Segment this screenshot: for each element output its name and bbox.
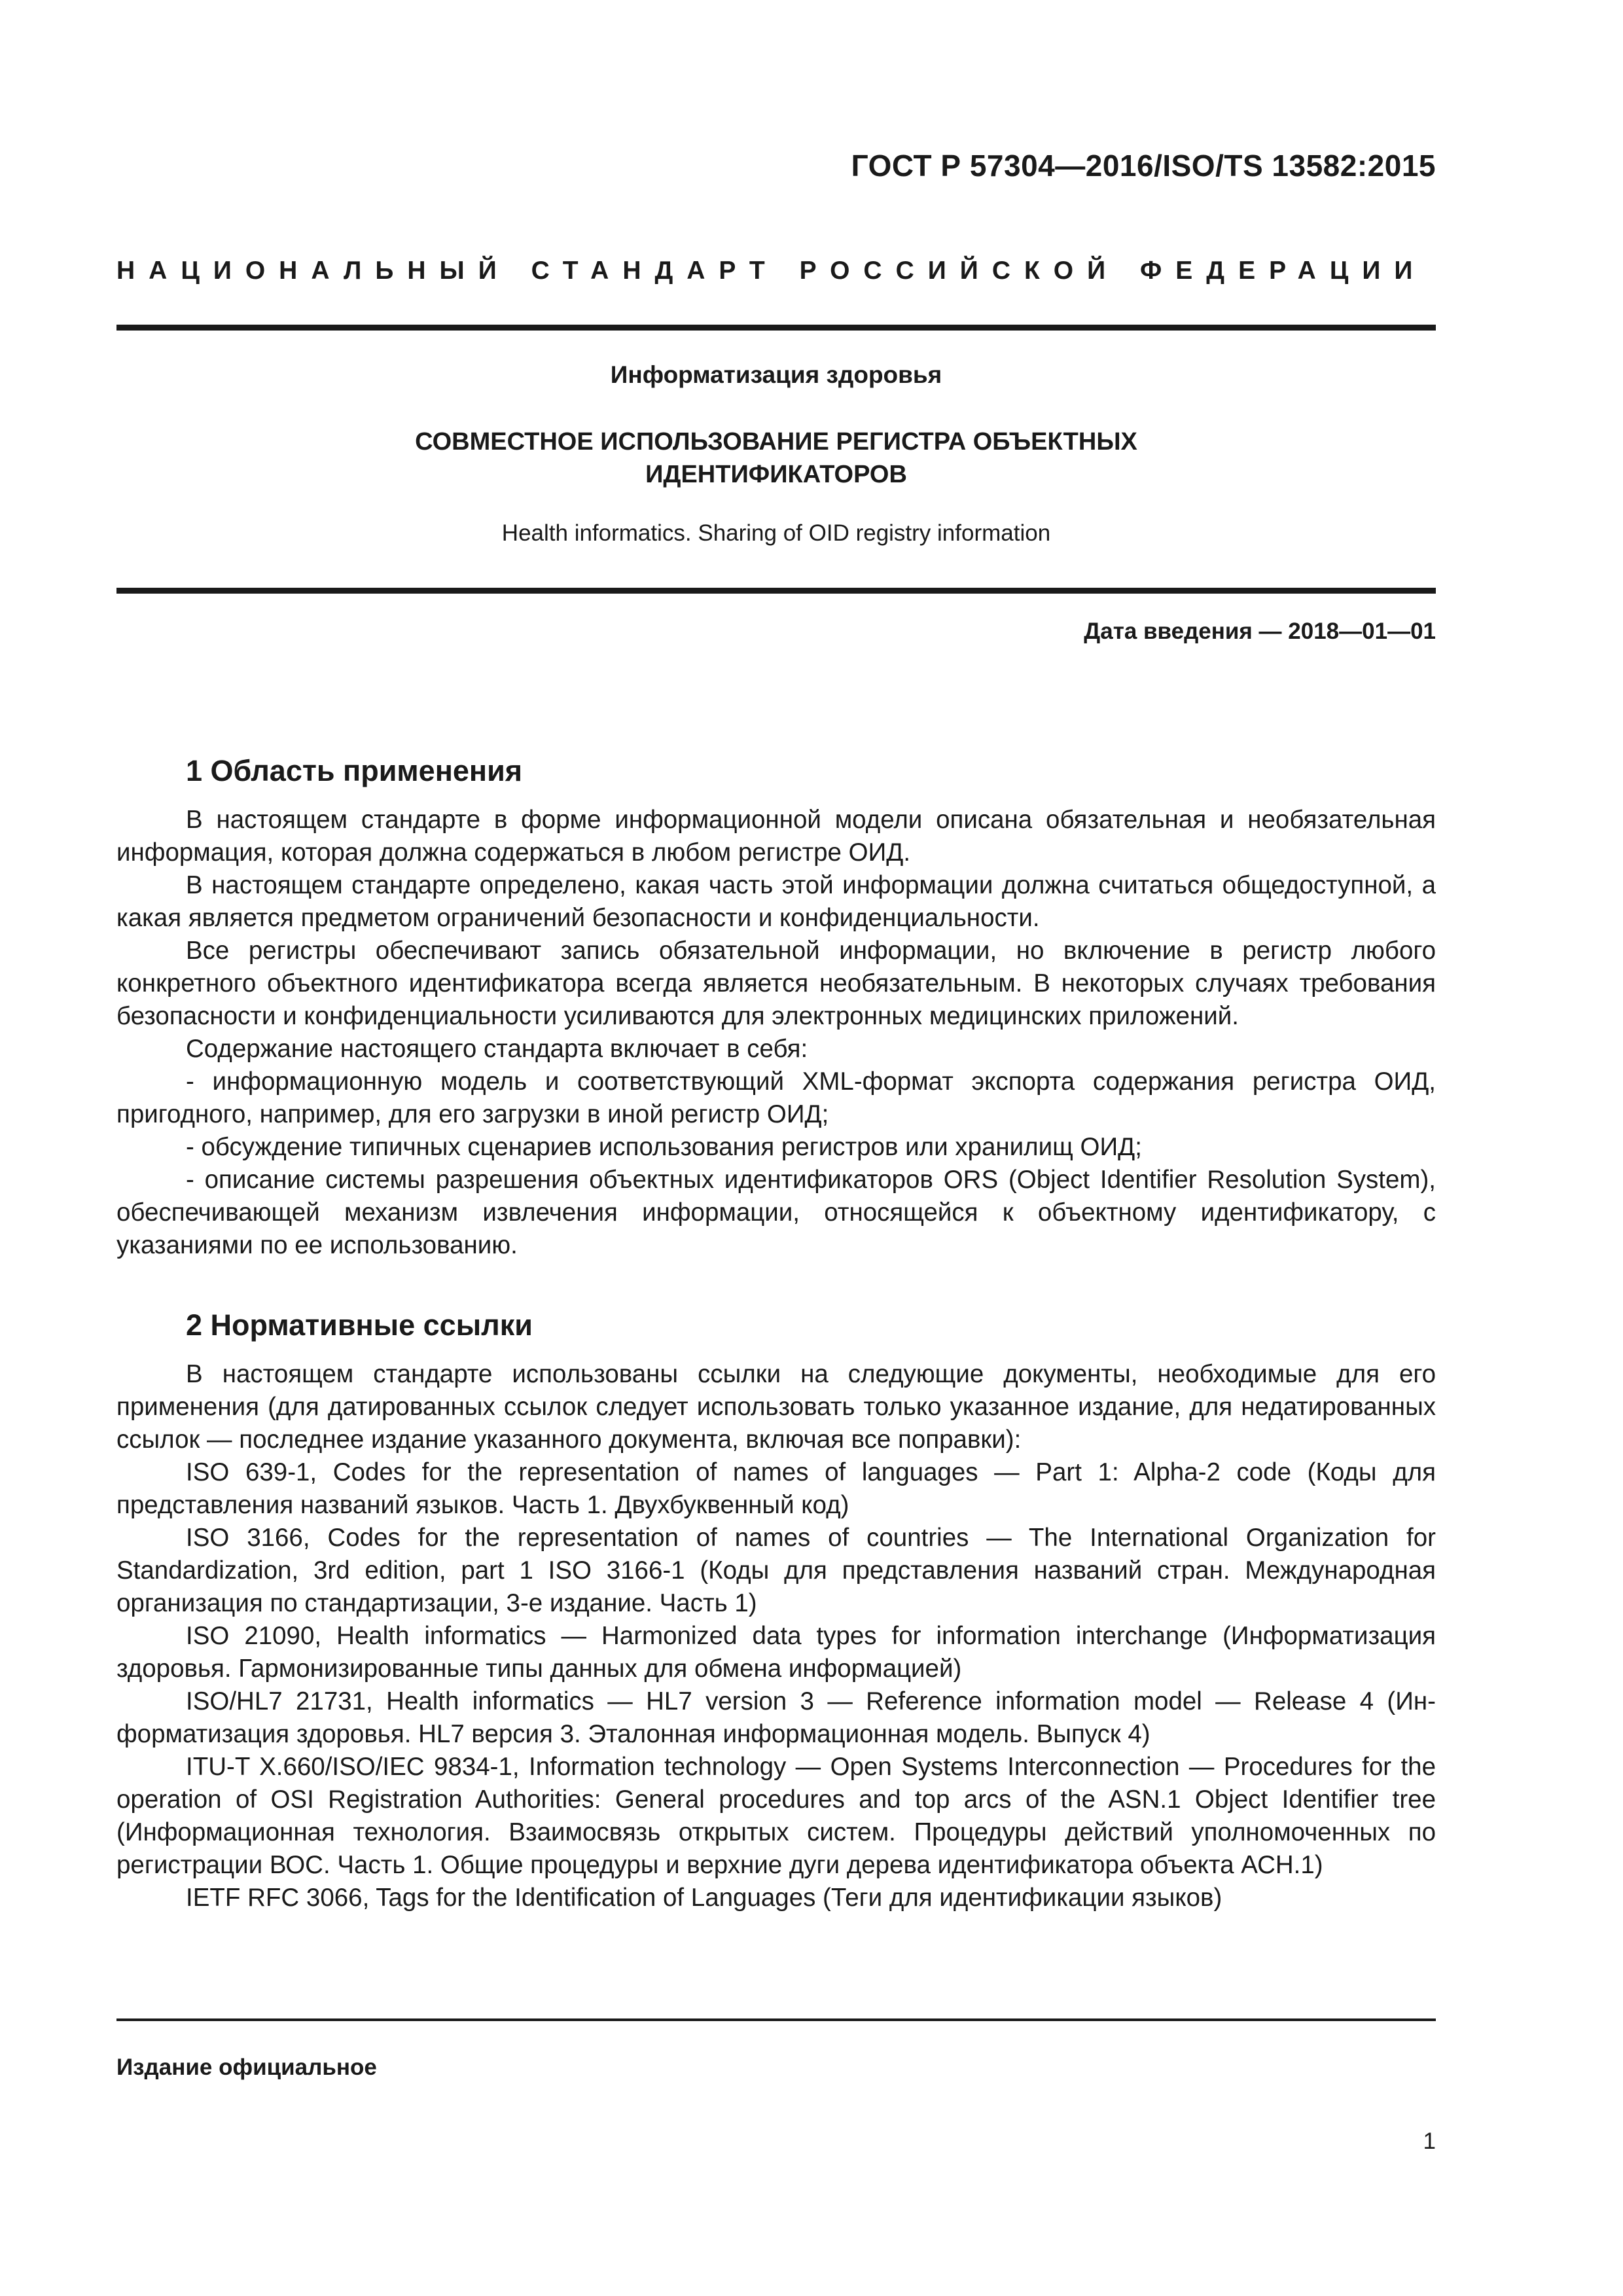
document-title xyxy=(116,425,1436,491)
section-1-list-item: - описание системы разрешения объектных идентификаторов ORS (Object Identifier Resolution System), обеспечивающей механизм извлечения информации, относящейся к объектному идентификатору, с указаниями по ее использованию. xyxy=(116,1166,1436,1259)
normative-reference: IETF RFC 3066, Tags for the Identification of Languages (Теги для идентификации языков) xyxy=(186,1884,1222,1912)
normative-reference: ISO/HL7 21731, Health informatics — HL7 version 3 — Reference information model — Release 4 (Информатизация здоровья. HL7 версия 3. Эталонная информационная модель. Выпуск 4) xyxy=(116,1687,1436,1748)
document-page xyxy=(116,0,1436,2296)
section-2-body xyxy=(116,1358,1436,1914)
document-title-line-1: СОВМЕСТНОЕ ИСПОЛЬЗОВАНИЕ РЕГИСТРА ОБЪЕКТНЫХ xyxy=(415,428,1137,456)
section-1-paragraph: Содержание настоящего стандарта включает в себя: xyxy=(186,1035,808,1063)
official-edition-label: Издание официальное xyxy=(116,2054,377,2080)
national-standard-heading: НАЦИОНАЛЬНЫЙ СТАНДАРТ РОССИЙСКОЙ ФЕДЕРАЦИИ xyxy=(116,257,1427,285)
section-1-paragraph: Все регистры обеспечивают запись обязательной информации, но включение в регистр любого конкретного объектного идентификатора всегда является необязательным. В некоторых случаях требования безопасности и конфиденциальности усиливаются для электронных медицинских приложений. xyxy=(116,937,1436,1030)
normative-reference: ISO 3166, Codes for the representation of names of countries — The International Organization for Standardization, 3rd edition, part 1 ISO 3166-1 (Коды для представления названий стран. Международная организация по стандартизации, 3-е издание. Часть 1) xyxy=(116,1524,1436,1617)
document-title-line-2: ИДЕНТИФИКАТОРОВ xyxy=(645,461,907,488)
title-divider xyxy=(116,588,1436,594)
document-code: ГОСТ Р 57304—2016/ISO/TS 13582:2015 xyxy=(851,149,1436,183)
section-2-heading: 2 Нормативные ссылки xyxy=(186,1308,533,1342)
section-1-paragraph: В настоящем стандарте определено, какая часть этой информации должна считаться общедоступной, а какая является предметом ограничений безопасности и конфиденциальности. xyxy=(116,871,1436,932)
normative-reference: ISO 639-1, Codes for the representation of names of languages — Part 1: Alpha-2 code (Коды для представления названий языков. Часть 1. Двухбуквенный код) xyxy=(116,1458,1436,1519)
section-1-list-item: - информационную модель и соответствующий XML-формат экспорта содержания регистра ОИД, пригодного, например, для его загрузки в иной регистр ОИД; xyxy=(116,1067,1436,1128)
section-1-heading: 1 Область применения xyxy=(186,754,523,787)
normative-reference: ITU-T X.660/ISO/IEC 9834-1, Information technology — Open Systems Interconnection — Procedures for the operation of OSI Registration Authorities: General procedures and top arcs of the ASN.1 Object Identifier tree (Информационная технология. Взаимосвязь открытых систем. Процедуры действий уполномоченных по регистрации ВОС. Часть 1. Общие процедуры и верхние дуги дерева идентификатора объекта АСН.1) xyxy=(116,1753,1436,1879)
introduction-date: Дата введения — 2018—01—01 xyxy=(1084,619,1436,644)
document-subject: Информатизация здоровья xyxy=(610,361,942,388)
section-1-paragraph: В настоящем стандарте в форме информационной модели описана обязательная и необязательная информация, которая должна содержаться в любом регистре ОИД. xyxy=(116,806,1436,867)
section-1-body xyxy=(116,804,1436,1262)
section-1-list-item: - обсуждение типичных сценариев использования регистров или хранилищ ОИД; xyxy=(186,1133,1142,1161)
header-divider xyxy=(116,325,1436,331)
footer-divider xyxy=(116,2018,1436,2021)
english-title: Health informatics. Sharing of OID registry information xyxy=(501,520,1051,546)
page-number: 1 xyxy=(1423,2128,1436,2154)
normative-reference: ISO 21090, Health informatics — Harmonized data types for information interchange (Информатизация здоровья. Гармонизированные типы данных для обмена информацией) xyxy=(116,1622,1436,1683)
section-2-paragraph: В настоящем стандарте использованы ссылки на следующие документы, необходимые для его применения (для датированных ссылок следует использовать только указанное издание, для недатированных ссылок — последнее издание указанного документа, включая все поправки): xyxy=(116,1360,1436,1454)
